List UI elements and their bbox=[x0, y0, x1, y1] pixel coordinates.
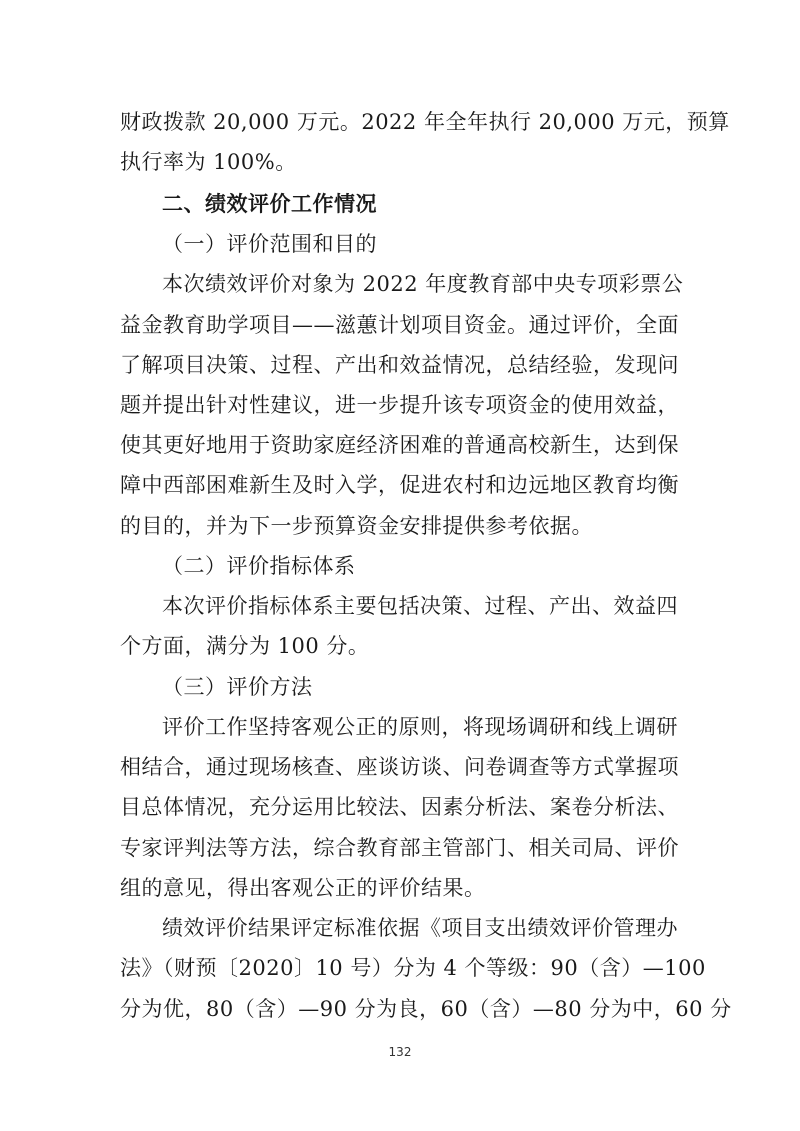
subsection-heading: （一）评价范围和目的 bbox=[162, 232, 377, 256]
body-line: 财政拨款 20,000 万元。2022 年全年执行 20,000 万元，预算 bbox=[120, 110, 730, 134]
body-line: 组的意见，得出客观公正的评价结果。 bbox=[120, 876, 486, 900]
body-line: 个方面，满分为 100 分。 bbox=[120, 634, 370, 658]
body-line: 题并提出针对性建议，进一步提升该专项资金的使用效益， bbox=[120, 393, 679, 417]
body-line: 专家评判法等方法，综合教育部主管部门、相关司局、评价 bbox=[120, 836, 679, 860]
body-line: 本次绩效评价对象为 2022 年度教育部中央专项彩票公 bbox=[162, 272, 684, 296]
body-line: 了解项目决策、过程、产出和效益情况，总结经验，发现问 bbox=[120, 353, 679, 377]
body-line: 目总体情况，充分运用比较法、因素分析法、案卷分析法、 bbox=[120, 795, 679, 819]
subsection-heading: （三）评价方法 bbox=[162, 675, 313, 699]
body-line: 相结合，通过现场核查、座谈访谈、问卷调查等方式掌握项 bbox=[120, 755, 679, 779]
subsection-heading: （二）评价指标体系 bbox=[162, 554, 356, 578]
body-line: 分为优，80（含）—90 分为良，60（含）—80 分为中，60 分 bbox=[120, 997, 732, 1021]
body-line: 法》（财预〔2020〕10 号）分为 4 个等级：90（含）—100 bbox=[120, 956, 706, 980]
body-line: 的目的，并为下一步预算资金安排提供参考依据。 bbox=[120, 514, 593, 538]
body-line: 益金教育助学项目——滋蕙计划项目资金。通过评价，全面 bbox=[120, 313, 679, 337]
body-line: 评价工作坚持客观公正的原则，将现场调研和线上调研 bbox=[162, 715, 678, 739]
body-line: 绩效评价结果评定标准依据《项目支出绩效评价管理办 bbox=[162, 916, 678, 940]
body-line: 使其更好地用于资助家庭经济困难的普通高校新生，达到保 bbox=[120, 433, 679, 457]
section-heading: 二、绩效评价工作情况 bbox=[162, 192, 377, 216]
body-line: 障中西部困难新生及时入学，促进农村和边远地区教育均衡 bbox=[120, 473, 679, 497]
body-line: 本次评价指标体系主要包括决策、过程、产出、效益四 bbox=[162, 594, 678, 618]
page-number: 132 bbox=[388, 1045, 412, 1059]
body-line: 执行率为 100%。 bbox=[120, 150, 297, 174]
